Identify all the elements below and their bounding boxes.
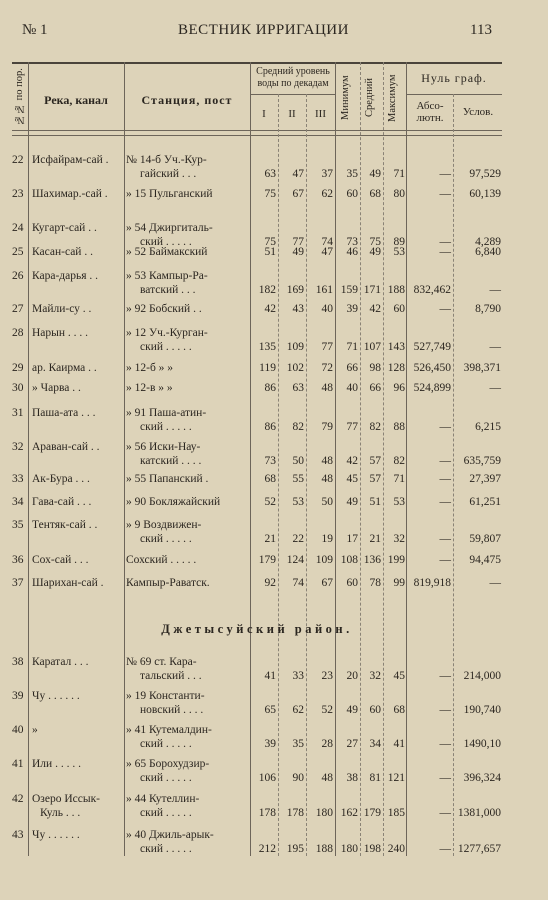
cell-st2: ский . . . . .	[140, 533, 192, 545]
cell-max: 188	[387, 284, 405, 296]
cell-cond: 398,371	[463, 362, 501, 374]
cell-n: 37	[12, 577, 24, 589]
cell-max: 60	[393, 303, 405, 315]
cell-n: 32	[12, 441, 24, 453]
cell-min: 77	[346, 421, 358, 433]
cell-n: 25	[12, 246, 24, 258]
cell-cond: 214,000	[463, 670, 501, 682]
cell-d2: 35	[292, 738, 304, 750]
cell-d3: 28	[321, 738, 333, 750]
cell-abs: —	[439, 496, 451, 508]
cell-d3: 67	[321, 577, 333, 589]
table-row	[12, 690, 502, 720]
cell-n: 31	[12, 407, 24, 419]
cell-min: 49	[346, 496, 358, 508]
cell-abs: —	[439, 455, 451, 467]
cell-st1: » 12-в » »	[126, 382, 173, 394]
cell-avg: 49	[369, 168, 381, 180]
cell-d1: 52	[264, 496, 276, 508]
cell-d2: 109	[286, 341, 304, 353]
cell-abs: —	[439, 807, 451, 819]
cell-d1: 63	[264, 168, 276, 180]
cell-st2: ватский . . .	[140, 284, 196, 296]
cell-d3: 188	[315, 843, 333, 855]
cell-min: 45	[346, 473, 358, 485]
cell-d2: 195	[286, 843, 304, 855]
cell-abs: —	[439, 421, 451, 433]
cell-d2: 102	[286, 362, 304, 374]
cell-n: 33	[12, 473, 24, 485]
cell-river: Кара-дарья . .	[32, 270, 99, 282]
cell-st2: ский . . . . .	[140, 341, 192, 353]
cell-cond: 8,790	[475, 303, 501, 315]
cell-n: 39	[12, 690, 24, 702]
cell-abs: 527,749	[413, 341, 451, 353]
cell-st1: » 12-б » »	[126, 362, 174, 374]
cell-abs: —	[439, 168, 451, 180]
cell-avg: 98	[369, 362, 381, 374]
page-header	[22, 22, 492, 44]
header-bottom-rule	[12, 130, 502, 131]
cell-river: Кугарт-сай . .	[32, 222, 97, 234]
journal-title: ВЕСТНИК ИРРИГАЦИИ	[178, 22, 349, 38]
table-row	[12, 327, 502, 357]
cell-d1: 75	[264, 236, 276, 248]
header-max: Максимум	[387, 74, 398, 122]
cell-min: 162	[340, 807, 358, 819]
table-row	[12, 758, 502, 788]
cell-st1: » 56 Иски-Нау-	[126, 441, 201, 453]
cell-n: 42	[12, 793, 24, 805]
cell-d3: 48	[321, 473, 333, 485]
cell-cond: 635,759	[463, 455, 501, 467]
cell-d3: 180	[315, 807, 333, 819]
page-number: 113	[470, 22, 492, 38]
cell-d3: 48	[321, 455, 333, 467]
table-row	[12, 577, 502, 607]
cell-st1: » 65 Борохудзир-	[126, 758, 210, 770]
header-bottom-rule-2	[12, 135, 502, 136]
cell-d2: 74	[292, 577, 304, 589]
cell-d1: 106	[258, 772, 276, 784]
cell-river: Ак-Бура . . .	[32, 473, 90, 485]
cell-max: 88	[393, 421, 405, 433]
cell-d2: 55	[292, 473, 304, 485]
cell-d3: 19	[321, 533, 333, 545]
cell-d3: 62	[321, 188, 333, 200]
header-station: Станция, пост	[141, 93, 233, 107]
table-row	[12, 829, 502, 859]
cell-min: 71	[346, 341, 358, 353]
cell-st2: ский . . . . .	[140, 807, 192, 819]
cell-d2: 49	[292, 246, 304, 258]
cell-river: Каратал . . .	[32, 656, 89, 668]
header-decade-1: I	[262, 108, 266, 120]
cell-avg: 68	[369, 188, 381, 200]
cell-st1: » 92 Бобский . .	[126, 303, 202, 315]
cell-d3: 48	[321, 772, 333, 784]
zero-subrule	[406, 94, 502, 95]
cell-river: Нарын . . . .	[32, 327, 89, 339]
header-decade-2: II	[288, 108, 296, 120]
cell-d2: 77	[292, 236, 304, 248]
cell-d3: 48	[321, 382, 333, 394]
cell-abs: 526,450	[413, 362, 451, 374]
cell-abs: —	[439, 236, 451, 248]
cell-st1: » 53 Кампыр-Ра-	[126, 270, 208, 282]
cell-abs: —	[439, 554, 451, 566]
cell-d1: 179	[258, 554, 276, 566]
cell-cond: 1277,657	[457, 843, 501, 855]
cell-avg: 66	[369, 382, 381, 394]
cell-river: Шарихан-сай .	[32, 577, 104, 589]
cell-max: 53	[393, 246, 405, 258]
cell-min: 66	[346, 362, 358, 374]
cell-st1: » 15 Пульганский	[126, 188, 213, 200]
cell-d2: 124	[286, 554, 304, 566]
cell-min: 180	[340, 843, 358, 855]
cell-max: 99	[393, 577, 405, 589]
cell-st1: » 52 Баймакский	[126, 246, 208, 258]
cell-abs: 832,462	[413, 284, 451, 296]
header-abs: Абсо-лютн.	[416, 100, 444, 124]
cell-d2: 62	[292, 704, 304, 716]
table-row	[12, 270, 502, 300]
cell-abs: 819,918	[413, 577, 451, 589]
cell-max: 240	[387, 843, 405, 855]
cell-n: 41	[12, 758, 24, 770]
cell-river: Сох-сай . . .	[32, 554, 89, 566]
table-row	[12, 441, 502, 471]
cell-n: 28	[12, 327, 24, 339]
cell-max: 143	[387, 341, 405, 353]
cell-d1: 92	[264, 577, 276, 589]
cell-st2: тальский . . .	[140, 670, 202, 682]
cell-river: Или . . . . .	[32, 758, 81, 770]
cell-cond: 1490,10	[463, 738, 501, 750]
cell-max: 45	[393, 670, 405, 682]
section-title: Джетысуйский район.	[161, 622, 353, 636]
cell-d3: 23	[321, 670, 333, 682]
cell-st1: » 41 Кутемалдин-	[126, 724, 212, 736]
cell-n: 36	[12, 554, 24, 566]
cell-avg: 21	[369, 533, 381, 545]
cell-min: 39	[346, 303, 358, 315]
cell-st1: № 69 ст. Кара-	[126, 656, 197, 668]
cell-n: 29	[12, 362, 24, 374]
cell-river: »	[32, 724, 38, 736]
cell-d1: 212	[258, 843, 276, 855]
cell-cond: —	[489, 284, 501, 296]
cell-avg: 82	[369, 421, 381, 433]
cell-d1: 65	[264, 704, 276, 716]
cell-cond: —	[489, 382, 501, 394]
cell-st1: Кампыр-Раватск.	[126, 577, 210, 589]
cell-cond: 6,840	[475, 246, 501, 258]
cell-abs: —	[439, 188, 451, 200]
cell-st1: » 9 Воздвижен-	[126, 519, 202, 531]
cell-min: 46	[346, 246, 358, 258]
cell-cond: —	[489, 577, 501, 589]
cell-st1: » 55 Папанский .	[126, 473, 209, 485]
table-row	[12, 793, 502, 823]
cell-d1: 39	[264, 738, 276, 750]
table-row	[12, 519, 502, 549]
cell-river: Паша-ата . . .	[32, 407, 96, 419]
cell-abs: —	[439, 772, 451, 784]
cell-d1: 182	[258, 284, 276, 296]
header-cond: Услов.	[462, 106, 494, 118]
cell-avg: 34	[369, 738, 381, 750]
cell-avg: 32	[369, 670, 381, 682]
cell-max: 199	[387, 554, 405, 566]
cell-st1: » 91 Паша-атин-	[126, 407, 207, 419]
table-row	[12, 154, 502, 184]
table-row	[12, 407, 502, 437]
cell-abs: —	[439, 738, 451, 750]
cell-st2: катский . . . .	[140, 455, 202, 467]
cell-max: 80	[393, 188, 405, 200]
cell-abs: 524,899	[413, 382, 451, 394]
cell-d3: 47	[321, 246, 333, 258]
cell-n: 30	[12, 382, 24, 394]
cell-river: Майли-су . .	[32, 303, 92, 315]
cell-min: 27	[346, 738, 358, 750]
cell-n: 43	[12, 829, 24, 841]
cell-min: 38	[346, 772, 358, 784]
cell-st2: ский . . . . .	[140, 843, 192, 855]
cell-d1: 119	[259, 362, 276, 374]
cell-n: 23	[12, 188, 24, 200]
header-decade-3: III	[315, 108, 326, 120]
cell-cond: 6,215	[475, 421, 501, 433]
cell-min: 17	[346, 533, 358, 545]
cell-d1: 75	[264, 188, 276, 200]
cell-st2: гайский . . .	[140, 168, 197, 180]
table-row	[12, 724, 502, 754]
cell-avg: 198	[363, 843, 381, 855]
cell-d1: 42	[264, 303, 276, 315]
cell-st2: новский . . . .	[140, 704, 204, 716]
cell-min: 73	[346, 236, 358, 248]
cell-n: 40	[12, 724, 24, 736]
cell-max: 41	[393, 738, 405, 750]
cell-max: 71	[393, 473, 405, 485]
cell-min: 40	[346, 382, 358, 394]
cell-d3: 40	[321, 303, 333, 315]
cell-max: 32	[393, 533, 405, 545]
cell-max: 68	[393, 704, 405, 716]
cell-max: 71	[393, 168, 405, 180]
cell-st1: » 44 Кутеллин-	[126, 793, 200, 805]
cell-d3: 37	[321, 168, 333, 180]
cell-d3: 77	[321, 341, 333, 353]
cell-cond: 61,251	[469, 496, 501, 508]
cell-d2: 50	[292, 455, 304, 467]
cell-d2: 33	[292, 670, 304, 682]
cell-river: Тентяк-сай . .	[32, 519, 98, 531]
cell-d1: 86	[264, 382, 276, 394]
cell-min: 42	[346, 455, 358, 467]
cell-river: Озеро Иссык-	[32, 793, 100, 805]
cell-d1: 73	[264, 455, 276, 467]
cell-river: Гава-сай . . .	[32, 496, 92, 508]
cell-river: Чу . . . . . .	[32, 690, 80, 702]
cell-river: ар. Каирма . .	[32, 362, 97, 374]
cell-n: 35	[12, 519, 24, 531]
cell-min: 20	[346, 670, 358, 682]
cell-min: 60	[346, 577, 358, 589]
header-river: Река, канал	[44, 93, 108, 107]
header-no: №№ по пор.	[14, 68, 25, 126]
cell-max: 128	[387, 362, 405, 374]
cell-st2: ский . . . . .	[140, 738, 192, 750]
cell-d3: 79	[321, 421, 333, 433]
cell-n: 38	[12, 656, 24, 668]
cell-avg: 57	[369, 455, 381, 467]
cell-cond: 94,475	[469, 554, 501, 566]
table-row	[12, 188, 502, 218]
header-avg-decade: Средний уровень воды по декадам	[256, 66, 330, 89]
cell-st2: ский . . . . .	[140, 236, 192, 248]
cell-st1: » 54 Джиргиталь-	[126, 222, 213, 234]
cell-n: 27	[12, 303, 24, 315]
cell-abs: —	[439, 533, 451, 545]
cell-d3: 161	[315, 284, 333, 296]
cell-d3: 50	[321, 496, 333, 508]
cell-avg: 179	[363, 807, 381, 819]
cell-cond: 396,324	[463, 772, 501, 784]
cell-st1: » 12 Уч.-Курган-	[126, 327, 208, 339]
cell-cond: 190,740	[463, 704, 501, 716]
cell-avg: 136	[363, 554, 381, 566]
cell-min: 35	[346, 168, 358, 180]
cell-avg: 60	[369, 704, 381, 716]
cell-avg: 78	[369, 577, 381, 589]
cell-abs: —	[439, 246, 451, 258]
cell-max: 82	[393, 455, 405, 467]
cell-d3: 72	[321, 362, 333, 374]
data-table	[12, 56, 502, 856]
cell-cond: 4,289	[475, 236, 501, 248]
cell-d2: 53	[292, 496, 304, 508]
cell-river: Касан-сай . .	[32, 246, 93, 258]
cell-abs: —	[439, 473, 451, 485]
cell-cond: 60,139	[469, 188, 501, 200]
cell-avg: 107	[363, 341, 381, 353]
cell-d1: 41	[264, 670, 276, 682]
cell-abs: —	[439, 303, 451, 315]
cell-d3: 74	[321, 236, 333, 248]
cell-d2: 67	[292, 188, 304, 200]
cell-d1: 178	[258, 807, 276, 819]
header-zero: Нуль граф.	[421, 71, 487, 85]
decade-subrule	[250, 94, 335, 95]
cell-max: 89	[393, 236, 405, 248]
cell-abs: —	[439, 670, 451, 682]
cell-min: 60	[346, 188, 358, 200]
cell-min: 159	[340, 284, 358, 296]
cell-abs: —	[439, 704, 451, 716]
cell-avg: 81	[369, 772, 381, 784]
cell-st1: » 19 Константи-	[126, 690, 205, 702]
cell-river: Чу . . . . . .	[32, 829, 80, 841]
cell-avg: 171	[363, 284, 381, 296]
cell-d2: 178	[286, 807, 304, 819]
cell-n: 34	[12, 496, 24, 508]
cell-cond: 59,807	[469, 533, 501, 545]
cell-river: » Чарва . .	[32, 382, 81, 394]
cell-d1: 86	[264, 421, 276, 433]
table-top-rule	[12, 62, 502, 64]
cell-cond: 1381,000	[457, 807, 501, 819]
cell-d2: 82	[292, 421, 304, 433]
header-min: Минимум	[340, 75, 351, 121]
header-avg: Средний	[364, 78, 375, 118]
cell-min: 108	[340, 554, 358, 566]
cell-d2: 169	[286, 284, 304, 296]
cell-avg: 42	[369, 303, 381, 315]
cell-cond: 27,397	[469, 473, 501, 485]
cell-st1: № 14-б Уч.-Кур-	[126, 154, 207, 166]
cell-cond: 97,529	[469, 168, 501, 180]
cell-cond: —	[489, 341, 501, 353]
cell-river: Исфайрам-сай .	[32, 154, 109, 166]
cell-n: 24	[12, 222, 24, 234]
cell-st2: ский . . . . .	[140, 772, 192, 784]
cell-d2: 47	[292, 168, 304, 180]
cell-d2: 90	[292, 772, 304, 784]
cell-d1: 21	[264, 533, 276, 545]
cell-max: 185	[387, 807, 405, 819]
cell-d2: 43	[292, 303, 304, 315]
cell-st1: » 90 Бокляжайский	[126, 496, 221, 508]
cell-avg: 49	[369, 246, 381, 258]
cell-avg: 57	[369, 473, 381, 485]
cell-max: 53	[393, 496, 405, 508]
cell-d2: 22	[292, 533, 304, 545]
cell-st1: Сохский . . . . .	[126, 554, 197, 566]
cell-d1: 51	[264, 246, 276, 258]
table-row	[12, 656, 502, 686]
cell-min: 49	[346, 704, 358, 716]
cell-abs: —	[439, 843, 451, 855]
cell-river2: Куль . . .	[40, 807, 81, 819]
cell-d3: 109	[315, 554, 333, 566]
cell-d2: 63	[292, 382, 304, 394]
issue-number: № 1	[22, 22, 48, 38]
cell-d1: 68	[264, 473, 276, 485]
cell-d3: 52	[321, 704, 333, 716]
cell-st1: » 40 Джиль-арык-	[126, 829, 214, 841]
cell-n: 26	[12, 270, 24, 282]
cell-river: Шахимар.-сай .	[32, 188, 108, 200]
cell-n: 22	[12, 154, 24, 166]
cell-st2: ский . . . . .	[140, 421, 192, 433]
cell-avg: 75	[369, 236, 381, 248]
cell-max: 96	[393, 382, 405, 394]
cell-d1: 135	[258, 341, 276, 353]
cell-max: 121	[387, 772, 405, 784]
cell-avg: 51	[369, 496, 381, 508]
cell-river: Араван-сай . .	[32, 441, 100, 453]
